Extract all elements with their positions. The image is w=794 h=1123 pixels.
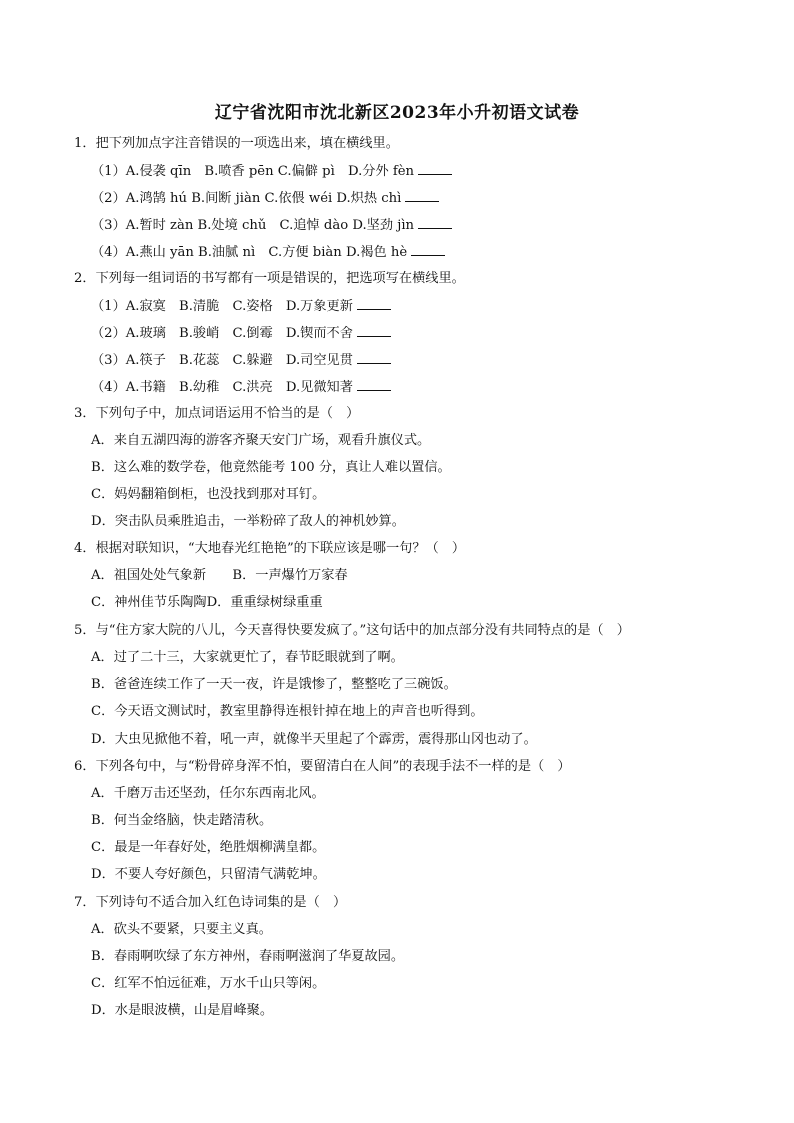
answer-blank[interactable] <box>357 324 391 337</box>
question-7-option-b: B．春雨啊吹绿了东方神州，春雨啊滋润了华夏故园。 <box>91 949 405 964</box>
question-1-option-4: （4）A.燕山 yān B.油腻 nì C.方便 biàn D.褐色 hè <box>91 243 445 262</box>
answer-blank[interactable] <box>411 243 445 256</box>
question-5-option-d: D．大虫见掀他不着，吼一声，就像半天里起了个霹雳，震得那山冈也动了。 <box>91 732 537 747</box>
question-3-option-b: B．这么难的数学卷，他竟然能考 100 分，真让人难以置信。 <box>91 460 451 475</box>
question-6-stem: 6．下列各句中，与“粉骨碎身浑不怕，要留清白在人间”的表现手法不一样的是（ ） <box>74 759 571 774</box>
question-5-option-b: B．爸爸连续工作了一天一夜，许是饿惨了，整整吃了三碗饭。 <box>91 677 457 692</box>
question-4-stem: 4．根据对联知识，“大地春光红艳艳”的下联应该是哪一句？（ ） <box>74 541 466 556</box>
question-3-option-c: C．妈妈翻箱倒柜，也没找到那对耳钉。 <box>91 487 326 502</box>
question-1-option-2: （2）A.鸿鹄 hú B.间断 jiàn C.依偎 wéi D.炽热 chì <box>91 189 439 208</box>
answer-blank[interactable] <box>418 162 452 175</box>
question-2-option-2: （2）A.玻璃 B.骏峭 C.倒霉 D.锲而不舍 <box>91 324 391 343</box>
question-1-option-1: （1）A.侵袭 qīn B.喷香 pēn C.偏僻 pì D.分外 fèn <box>91 162 452 181</box>
question-3-option-d: D．突击队员乘胜追击，一举粉碎了敌人的神机妙算。 <box>91 514 405 529</box>
question-2-option-3: （3）A.筷子 B.花蕊 C.躲避 D.司空见贯 <box>91 351 391 370</box>
answer-blank[interactable] <box>357 378 391 391</box>
question-4-options-cd: C．神州佳节乐陶陶D．重重绿树绿重重 <box>91 595 323 610</box>
question-2-option-4: （4）A.书籍 B.幼稚 C.洪亮 D.见微知著 <box>91 378 391 397</box>
question-6-option-a: A．千磨万击还坚劲，任尔东西南北风。 <box>91 786 325 801</box>
answer-blank[interactable] <box>357 297 391 310</box>
answer-blank[interactable] <box>418 216 452 229</box>
question-2-option-1: （1）A.寂寞 B.清脆 C.姿格 D.万象更新 <box>91 297 391 316</box>
exam-title: 辽宁省沈阳市沈北新区2023年小升初语文试卷 <box>214 103 580 123</box>
question-1-stem: 1．把下列加点字注音错误的一项选出来，填在横线里。 <box>74 136 399 151</box>
question-7-option-d: D．水是眼波横，山是眉峰聚。 <box>91 1003 274 1018</box>
question-7-stem: 7．下列诗句不适合加入红色诗词集的是（ ） <box>74 895 347 910</box>
question-3-stem: 3．下列句子中，加点词语运用不恰当的是（ ） <box>74 406 360 421</box>
question-6-option-d: D．不要人夸好颜色，只留清气满乾坤。 <box>91 867 326 882</box>
question-4-options-ab: A．祖国处处气象新 B．一声爆竹万家春 <box>91 568 348 583</box>
answer-blank[interactable] <box>405 189 439 202</box>
question-6-option-b: B．何当金络脑，快走踏清秋。 <box>91 813 273 828</box>
question-7-option-a: A．砍头不要紧，只要主义真。 <box>91 922 272 937</box>
question-1-option-3: （3）A.暂时 zàn B.处境 chǔ C.追悼 dào D.坚劲 jìn <box>91 216 452 235</box>
question-6-option-c: C．最是一年春好处，绝胜烟柳满皇都。 <box>91 840 326 855</box>
question-5-option-c: C．今天语文测试时，教室里静得连根针掉在地上的声音也听得到。 <box>91 704 484 719</box>
question-5-option-a: A．过了二十三，大家就更忙了，春节眨眼就到了啊。 <box>91 650 404 665</box>
question-5-stem: 5．与“住方家大院的八儿，今天喜得快要发疯了。”这句话中的加点部分没有共同特点的是（ ） <box>74 623 630 638</box>
question-3-option-a: A．来自五湖四海的游客齐聚天安门广场，观看升旗仪式。 <box>91 433 431 448</box>
question-2-stem: 2．下列每一组词语的书写都有一项是错误的，把选项写在横线里。 <box>74 271 465 286</box>
question-7-option-c: C．红军不怕远征难，万水千山只等闲。 <box>91 976 326 991</box>
answer-blank[interactable] <box>357 351 391 364</box>
